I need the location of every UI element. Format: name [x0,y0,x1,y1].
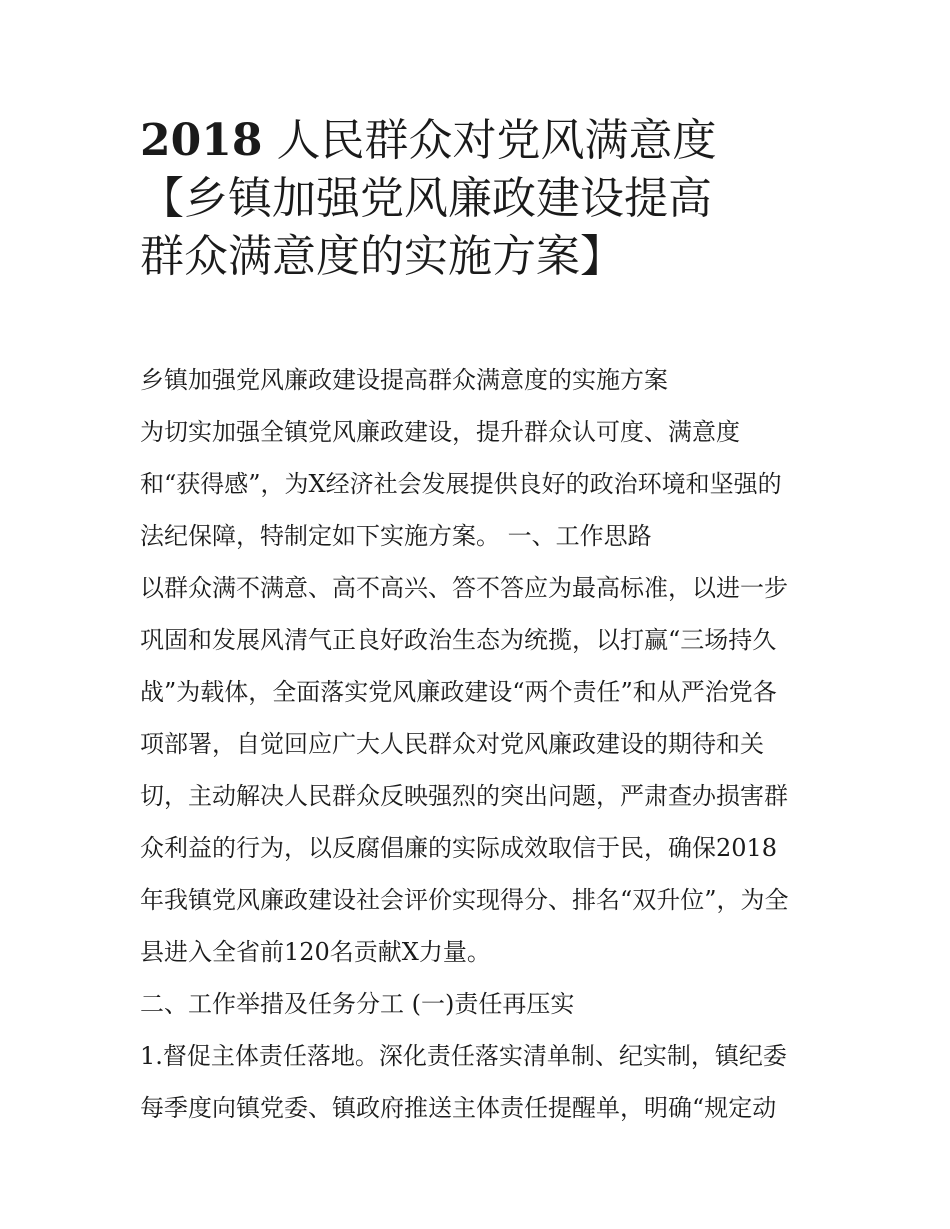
body-line: 二、工作举措及任务分工 (一)责任再压实 [140,990,575,1018]
title-line-1-text: 人民群众对党风满意度 [276,115,717,166]
title-line-3: 群众满意度的实施方案】 [140,231,624,282]
title-line-1 [140,112,830,170]
body-line: 乡镇加强党风廉政建设提高群众满意度的实施方案 [140,366,668,394]
body-line: 和“获得感”，为X经济社会发展提供良好的政治环境和坚强的 [140,470,782,498]
body-line: 切，主动解决人民群众反映强烈的突出问题，严肃查办损害群 [140,782,788,810]
body-line: 1.督促主体责任落地。深化责任落实清单制、纪实制，镇纪委 [140,1042,787,1070]
body-line: 法纪保障，特制定如下实施方案。 一、工作思路 [140,522,652,550]
body-line: 战”为载体，全面落实党风廉政建设“两个责任”和从严治党各 [140,678,777,706]
body-line: 为切实加强全镇党风廉政建设，提升群众认可度、满意度 [140,418,740,446]
body-line: 年我镇党风廉政建设社会评价实现得分、排名“双升位”，为全 [140,886,789,914]
title-line-2: 【乡镇加强党风廉政建设提高 [140,173,712,224]
body-line: 项部署，自觉回应广大人民群众对党风廉政建设的期待和关 [140,730,764,758]
body-line: 每季度向镇党委、镇政府推送主体责任提醒单，明确“规定动 [140,1094,777,1122]
document-body [140,354,820,1134]
body-line: 巩固和发展风清气正良好政治生态为统揽，以打赢“三场持久 [140,626,777,654]
title-year: 2018 [140,115,263,166]
body-line: 众利益的行为，以反腐倡廉的实际成效取信于民，确保2018 [140,834,778,862]
document-title [140,112,830,286]
body-line: 以群众满不满意、高不高兴、答不答应为最高标准，以进一步 [140,574,788,602]
body-line: 县进入全省前120名贡献X力量。 [140,938,491,966]
